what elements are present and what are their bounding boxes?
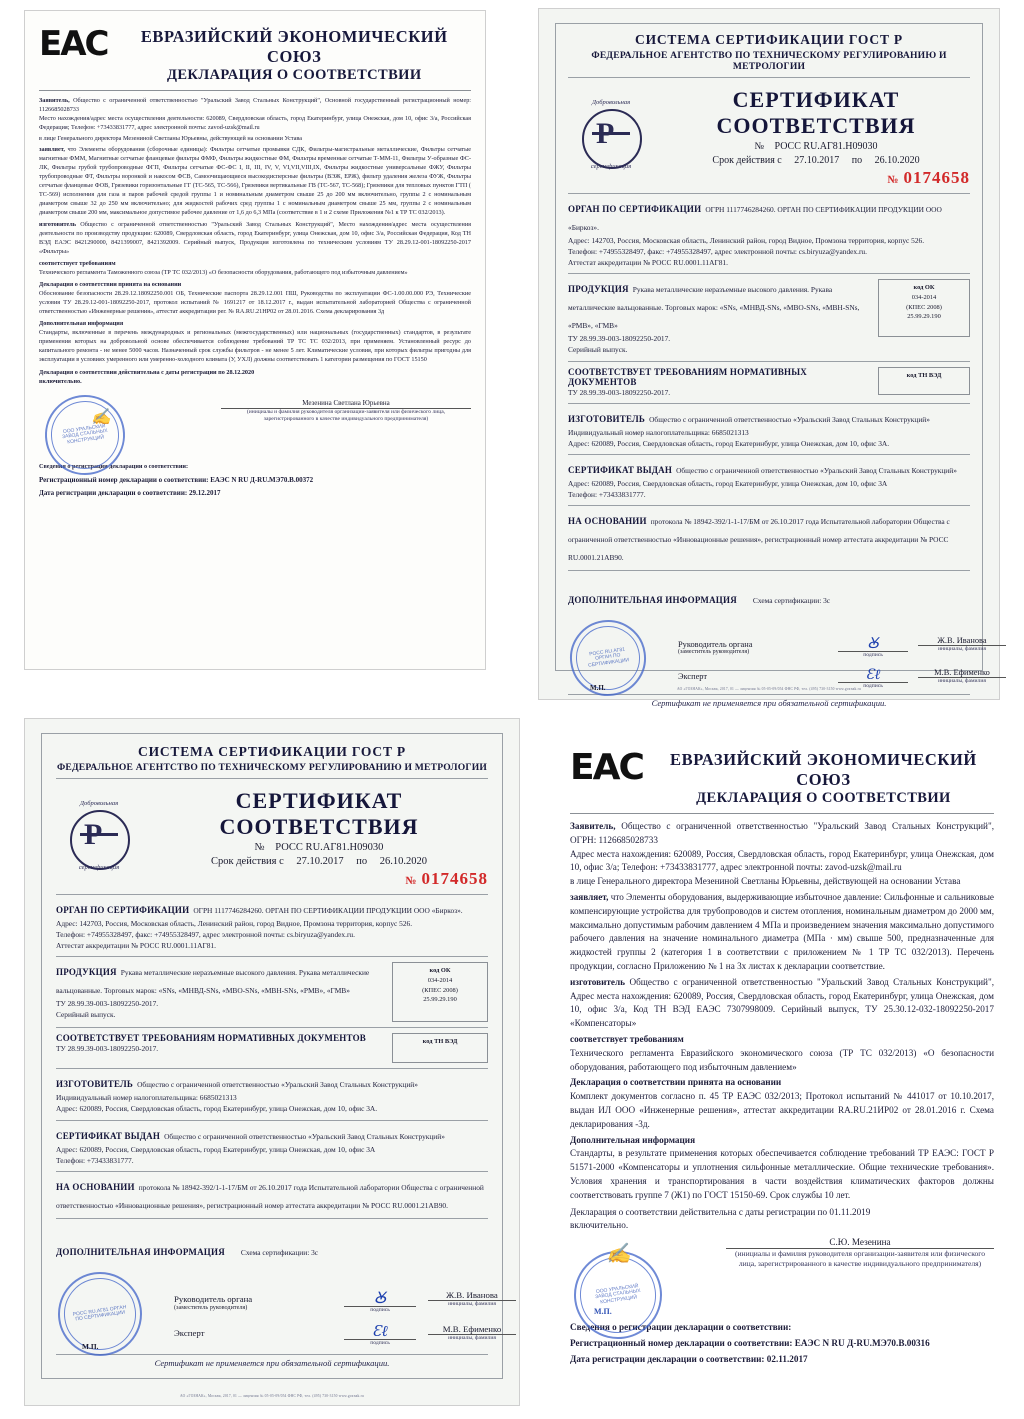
- doc3-norm-text: ТУ 28.99.39-003-18092250-2017.: [56, 1044, 159, 1054]
- doc1-signer: [221, 399, 471, 424]
- doc3-additional-block: [56, 1242, 488, 1260]
- doc3-valid-to: 26.10.2020: [379, 856, 428, 867]
- doc4-header: [570, 747, 994, 807]
- doc2-person1: Ж.В. Иванова инициалы, фамилия: [918, 636, 1006, 653]
- doc3-mp-label: М.П.: [82, 1341, 99, 1351]
- doc4-content: [570, 747, 995, 1388]
- doc2-additional-text: Схема сертификации: 3с: [752, 596, 831, 606]
- doc2-norm-text: ТУ 28.99.39-003-18092250-2017.: [568, 387, 671, 397]
- doc4-regdate: [570, 1353, 994, 1367]
- doc3-norm-label: СООТВЕТСТВУЕТ ТРЕБОВАНИЯМ НОРМАТИВНЫХ ДОКУМЕНТОВ: [56, 1033, 366, 1044]
- doc4-conform-label: соответствует требованиям: [570, 1033, 684, 1044]
- doc3-product-tu: ТУ 28.99.39-003-18092250-2017.: [56, 999, 159, 1009]
- doc2-number-value: РОСС RU.АГ81.Н09030: [774, 141, 878, 152]
- doc1-content: [39, 24, 472, 659]
- doc4-applicant-label: Заявитель,: [570, 821, 616, 831]
- doc2-valid-to-label: по: [851, 155, 863, 166]
- doc1-validity-date: 28.12.2020: [226, 368, 255, 376]
- doc1-regdate-label: Дата регистрации декларации о соответствии:: [39, 488, 188, 497]
- doc2-footer: Сертификат не применяется при обязательной сертификации.: [568, 694, 970, 708]
- doc3-manufacturer-addr: Адрес: 620089, Россия, Свердловская область, город Екатеринбург, улица Онежская, дом 10, офис 3А.: [56, 1104, 378, 1114]
- doc2-manufacturer-label: ИЗГОТОВИТЕЛЬ: [568, 413, 646, 424]
- doc3-head1: СИСТЕМА СЕРТИФИКАЦИИ ГОСТ Р: [138, 744, 406, 759]
- doc2-product-label: ПРОДУКЦИЯ: [568, 284, 629, 295]
- doc1-manufacturer-label: изготовитель: [39, 220, 77, 228]
- doc3-blank-label: №: [405, 875, 418, 887]
- doc3-person1: Ж.В. Иванова инициалы, фамилия: [428, 1290, 516, 1308]
- doc4-declares-label: заявляет,: [570, 891, 609, 902]
- doc3-basis-text: протокола № 18942-392/1-1-17/БМ от 26.10.2017 года Испытательной лаборатории Общества с ограниченной ответственностью «Инновационные решения», регистрационный номер аттестата аккредитации № РОСС RU.0001.21АВ90.: [56, 1182, 484, 1210]
- doc4-declares-text: что Элементы оборудования, выдерживающие избыточное давление: Сильфонные и сальниковые компенсирующие устройства для трубопроводов и систем отопления, номинальным диаметром до 2000 мм, максимально допустимым рабочим давлением 4 МПа и произведением значения максимально допустимого рабочего давления на значение номинального диаметра (МПа · мм) свыше 500, предназначенные для жидкостей группы 2 (категория 1 в соответствии с приложением № 1 ТР ТС 032/2013). Перечень продукции, согласно Приложению № 1 на 3х листах к декларации соответствие.: [570, 891, 994, 971]
- doc3-ok-code-box: код ОК 034-2014 (КПЕС 2008) 25.99.29.190: [392, 962, 488, 1022]
- doc1-title-line2: ДЕКЛАРАЦИЯ О СООТВЕТСТВИИ: [166, 67, 422, 83]
- company-stamp: ООО УРАЛЬСКИЙ ЗАВОД СТАЛЬНЫХ КОНСТРУКЦИЙ: [568, 1245, 667, 1344]
- doc4-validity-label: Декларация о соответствии действительна с даты регистрации по: [570, 1206, 828, 1217]
- doc2-role1: Руководитель органа (заместитель руководителя): [678, 640, 753, 656]
- doc2-product-serial: Серийный выпуск.: [568, 345, 628, 355]
- doc4-manufacturer-text: Общество с ограниченной ответственностью "Уральский Завод Стальных Конструкций", Адрес места нахождения: 620089, Россия, Свердловская область, город Екатеринбург, улица Онежская, дом 10, офис 3/а, Код ТН ВЭД ЕАЭС 7307998009. Серийный выпуск, ТУ 25.30.12-032-18092250-2017 «Компенсаторы»: [570, 976, 994, 1029]
- doc4-validity-tail: включительно.: [570, 1220, 629, 1231]
- doc3-manufacturer-label: ИЗГОТОВИТЕЛЬ: [56, 1079, 134, 1090]
- doc3-role2: Эксперт: [174, 1327, 205, 1338]
- doc3-sig2: Ɛℓ подпись: [344, 1324, 416, 1347]
- doc4-signature-area: [570, 1237, 994, 1321]
- doc2-person2: М.В. Ефименко инициалы, фамилия: [918, 668, 1006, 685]
- doc2-issued-label: СЕРТИФИКАТ ВЫДАН: [568, 464, 673, 475]
- doc1-declares-label: заявляет,: [39, 145, 65, 153]
- doc4-person: в лице Генерального директора Мезениной Светланы Юрьевны, действующей на основании Устава: [570, 876, 961, 887]
- doc2-valid-label: Срок действия с: [712, 155, 782, 166]
- doc1-basis-text: Обоснование безопасности 28.29.12.18092250.001 ОБ, Технические паспорта 28.29.12.001 ПШ, Руководства по эксплуатации ФС-1.00.00.000 РЭ, Технические условия ТУ 28.29.12-001-18092250-2017, протокол испытаний № 1691217 от 18.12.2017 г., выдан испытательной лабораторией Общества с ограниченной ответственностью «Инженерные решения», аттестат аккредитации рег. № RA.RU.21НР02 от 28.01.2016. Схема декларирования 3д: [39, 289, 471, 315]
- doc2-issued-phone: Телефон: +73433831777.: [568, 489, 646, 499]
- doc4-signer-caption: (инициалы и фамилия руководителя организации-заявителя или физического лица, зарегистрированного в качестве индивидуального предпринимателя): [734, 1249, 986, 1269]
- document-gost-certificate-bottom: [24, 718, 520, 1406]
- doc1-titles: [118, 27, 472, 84]
- doc1-regnumber-label: Регистрационный номер декларации о соответствии:: [39, 475, 209, 484]
- doc2-tnved-box: код ТН ВЭД: [878, 367, 970, 395]
- doc3-organ-label: ОРГАН ПО СЕРТИФИКАЦИИ: [56, 905, 190, 915]
- doc2-organ-addr: Адрес: 142703, Россия, Московская область, Ленинский район, город Видное, Промзона территория, корпус 526.: [568, 236, 925, 245]
- doc2-ok-code-box: код ОК 034-2014 (КПЕС 2008) 25.99.29.190: [878, 279, 970, 337]
- doc3-issued-phone: Телефон: +73433831777.: [56, 1155, 134, 1165]
- doc2-manufacturer-block: [568, 409, 970, 449]
- doc3-issued-block: [56, 1126, 488, 1166]
- doc2-number-label: №: [754, 141, 765, 152]
- doc2-issued-addr: Адрес: 620089, Россия, Свердловская область, город Екатеринбург, улица Онежская, дом 10, офис 3А: [568, 478, 888, 488]
- doc1-declares-text: что Элементы оборудования (сборочные единицы): Фильтры сетчатые промывки СДК, Фильтры-магистральные металлические, Фильтры сетчатые магнитные ФММ, Магнитные сетчатые фланцевые фильтры ФМФ, Фильтры жидкостные ФМ, Фильтры временные сетчатые Т-ММ-11, Фильтры У-образные ФС-ЛК, Фильтры грубой трубопроводные ФГП, Фильтры сетчатые ФС-ФС I, II, III, IV, V, VI,VII,VIII,IX, Фильтры жидкостные универсальные ФЖУ, Фильтры трубопроводные ФТ, Фильтры воронкой и накосом ФСВ, Самоочищающиеся высокодисперсные фильтры (ВЭЖ, ЕРЖ), фильтр удаления железа ФУЖ, Фильтры сетчатые фланцевые ФОВ, Грязевики горизонтальные ГГ (ТС-565, ТС-566), Грязевики вертикальные ГВ (ТС-567, ТС-568); Грязевики для тепловых пунктов ГТП ( ТС-569) исполнения для газа и паров рабочей средой группы 1 и номинальным диаметром свыше 25 до 200 мм включительно, группы 2 с номинальным диаметром свыше 32 до 250 мм включительно; для жидкостей рабочих сред группы 1 с номинальным диаметром свыше 25 мм, группы 2 с номинальным диаметром свыше 200 мм, максимальное допустимое рабочее давление от 1,6 до 6,3 МПа (соответствие в 1 и 2 схеме Приложения №1 к ТР ТС 032/2013).: [39, 145, 472, 216]
- doc3-round-stamp: РОСС RU.АГ81 ОРГАН ПО СЕРТИФИКАЦИИ: [53, 1266, 148, 1361]
- doc3-number-label: №: [254, 842, 265, 853]
- document-gost-certificate-top: [538, 8, 1000, 709]
- doc3-title-row: [56, 784, 488, 889]
- doc2-validity-row: [662, 155, 970, 166]
- doc3-person2: М.В. Ефименко инициалы, фамилия: [428, 1324, 516, 1342]
- doc2-title: СЕРТИФИКАТ СООТВЕТСТВИЯ: [716, 87, 916, 138]
- doc4-signer-name: С.Ю. Мезенина: [829, 1237, 891, 1248]
- doc3-organ-phone: Телефон: +74955328497, факс: +74955328497, адрес электронной почты: cs.biryuza@yandex.ru.: [56, 930, 355, 940]
- doc4-title-line2: ДЕКЛАРАЦИЯ О СООТВЕТСТВИИ: [696, 790, 951, 806]
- doc3-organ-block: [56, 900, 488, 951]
- doc4-validity-date: 01.11.2019: [829, 1206, 871, 1217]
- doc2-issued-block: [568, 460, 970, 500]
- doc3-basis-label: НА ОСНОВАНИИ: [56, 1181, 135, 1192]
- doc2-manufacturer-text: Общество с ограниченной ответственностью «Уральский Завод Стальных Конструкций»: [649, 414, 930, 424]
- doc2-issued-text: Общество с ограниченной ответственностью «Уральский Завод Стальных Конструкций»: [676, 465, 957, 475]
- doc3-issued-label: СЕРТИФИКАТ ВЫДАН: [56, 1130, 161, 1141]
- doc1-additional-label: Дополнительная информация: [39, 319, 124, 327]
- doc2-basis-text: протокола № 18942-392/1-1-17/БМ от 26.10.2017 года Испытательной лаборатории Общества с ограниченной ответственностью «Инновационные решения», регистрационный номер аттестата аккредитации № РОСС RU.0001.21АВ90.: [568, 517, 950, 563]
- handwritten-signature: ✍: [91, 406, 111, 426]
- doc2-signature-area: [568, 616, 990, 694]
- doc1-conform-text: Технического регламента Таможенного союза (ТР ТС 032/2013) «О безопасности оборудования, работающего под избыточным давлением»: [39, 268, 408, 276]
- doc2-round-stamp: РОСС RU.АГ81 ОРГАН ПО СЕРТИФИКАЦИИ: [565, 615, 651, 701]
- doc4-title-line1: ЕВРАЗИЙСКИЙ ЭКОНОМИЧЕСКИЙ СОЮЗ: [670, 750, 977, 789]
- doc3-product-serial: Серийный выпуск.: [56, 1010, 116, 1020]
- doc2-product-text: Рукава металлические неразъемные высокого давления. Рукава металлические вальцованные. Торговых марок: «SNs, «МНВД-SNs, «MBO-SNs, «МВН-SNs, «РМВ», «ГМВ»: [568, 285, 860, 331]
- doc4-manufacturer-label: изготовитель: [570, 976, 626, 987]
- doc3-head2: ФЕДЕРАЛЬНОЕ АГЕНТСТВО ПО ТЕХНИЧЕСКОМУ РЕГУЛИРОВАНИЮ И МЕТРОЛОГИИ: [56, 762, 488, 773]
- doc3-manufacturer-text: Общество с ограниченной ответственностью «Уральский Завод Стальных Конструкций»: [137, 1080, 418, 1090]
- doc4-manufacturer-block: [570, 976, 994, 1031]
- doc1-divider: [39, 90, 471, 91]
- doc3-organ-addr: Адрес: 142703, Россия, Московская область, Ленинский район, город Видное, Промзона территория, корпус 526.: [56, 919, 413, 928]
- doc4-declares-block: [570, 891, 994, 974]
- doc1-regdate-value: 29.12.2017: [188, 488, 221, 497]
- doc1-applicant-block: [39, 97, 471, 115]
- doc1-manufacturer-block: [39, 221, 471, 257]
- doc4-regdate-value: 02.11.2017: [766, 1353, 808, 1364]
- doc2-manufacturer-addr: Адрес: 620089, Россия, Свердловская область, город Екатеринбург, улица Онежская, дом 10, офис 3А.: [568, 438, 890, 448]
- doc4-divider: [570, 813, 994, 814]
- doc2-organ-label: ОРГАН ПО СЕРТИФИКАЦИИ: [568, 204, 702, 214]
- rostest-emblem-icon: Добровольная сертификация: [568, 99, 654, 173]
- doc4-conform-text: Технического регламента Евразийского экономического союза (ТР ТС 032/2013) «О безопасности оборудования, работающего под избыточным давлением»: [570, 1047, 994, 1072]
- doc3-title: СЕРТИФИКАТ СООТВЕТСТВИЯ: [219, 788, 419, 839]
- doc2-title-row: [568, 83, 970, 188]
- doc1-additional-text: Стандарты, включенные в перечень международных и региональных (межгосударственных) или национальных (государственных) стандартов, в результате применения которых на добровольной основе обеспечивается соблюдение требований ТР ТС ТС 032/2013, при применяем. Установленный ресурс до капитального ремонта - не менее 5000 часов. Назначенный срок службы фильтров - не менее 5 лет. Климатические условия, при которых фильтры пригодны для эксплуатации в условиях умеренного или умеренно-холодного климата (У, УХЛ) должны соответствовать 1 категории размещения по ГОСТ 15150: [39, 328, 471, 363]
- doc3-issued-text: Общество с ограниченной ответственностью «Уральский Завод Стальных Конструкций»: [164, 1131, 445, 1141]
- doc3-blank-value: 0174658: [421, 869, 488, 888]
- company-stamp: ООО УРАЛЬСКИЙ ЗАВОД СТАЛЬНЫХ КОНСТРУКЦИЙ: [40, 389, 130, 479]
- doc2-organ-attest: Аттестат аккредитации № РОСС RU.0001.11АГ81.: [568, 258, 728, 268]
- doc2-organ-phone: Телефон: +74955328497, факс: +74955328497, адрес электронной почты: cs.biryuza@yandex.ru.: [568, 247, 867, 257]
- doc3-footer: Сертификат не применяется при обязательной сертификации.: [56, 1354, 488, 1368]
- doc2-norm-block: [568, 367, 970, 398]
- doc2-blank-number: [662, 168, 970, 188]
- doc1-person: в лице Генерального директора Мезениной Светланы Юрьевны, действующей на основании Устава: [39, 134, 302, 142]
- doc1-header: [39, 24, 471, 84]
- doc2-microtext: АО «ГОЗНАК», Москва, 2017, 01 — лицензия № 05-05-09/054 ФНС РФ, тел. (495) 730-3150 www.goznak.ru: [677, 687, 861, 691]
- document-eac-declaration-filters: [24, 10, 486, 670]
- doc2-blank-value: 0174658: [903, 168, 970, 187]
- doc1-manufacturer-text: Общество с ограниченной ответственностью "Уральский Завод Стальных Конструкций", Место нахождения/адрес места осуществления деятельности по производству продукции: 620089, Свердловская область, город Екатеринбург, улица Онежская, дом 10, офис 3/а, Российская Федерация, Код ТН ВЭД ЕАЭС 8421290000, 8421399007, 8421392009. Серийный выпуск, Продукция изготовлена по техническим условиям ТУ 28.29.12-001-18092250-2017 «Фильтры»: [39, 220, 471, 255]
- doc1-declares-block: [39, 146, 471, 218]
- doc4-regnumber-label: Регистрационный номер декларации о соответствии:: [570, 1337, 793, 1348]
- doc1-applicant-text: Общество с ограниченной ответственностью "Уральский Завод Стальных Конструкций", Основной государственный регистрационный номер: 1126685028733: [39, 97, 472, 113]
- doc2-valid-from: 27.10.2017: [794, 155, 840, 166]
- doc1-signature-area: [39, 399, 471, 461]
- doc4-address: Адрес места нахождения: 620089, Россия, Свердловская область, город Екатеринбург, улица Онежская, дом 10, офис 3/а; Телефон: +73433831777, адрес электронной почты: zavod-uzsk@mail.ru: [570, 848, 994, 873]
- doc3-valid-from: 27.10.2017: [296, 856, 344, 867]
- doc3-basis-block: [56, 1177, 488, 1213]
- doc2-additional-block: [568, 590, 970, 608]
- doc2-basis-block: [568, 511, 970, 565]
- doc3-blank-number: [150, 869, 488, 889]
- doc4-signer: [726, 1237, 994, 1270]
- doc4-regnumber-value: ЕАЭС N RU Д-RU.МЭ70.В.00316: [794, 1337, 930, 1348]
- doc2-head1: СИСТЕМА СЕРТИФИКАЦИИ ГОСТ Р: [635, 32, 903, 47]
- doc1-signer-caption: (инициалы и фамилия руководителя организации-заявителя или физического лица, зарегистрированного в качестве индивидуального предпринимателя): [246, 408, 446, 422]
- doc4-titles: [653, 750, 994, 807]
- doc2-additional-label: ДОПОЛНИТЕЛЬНАЯ ИНФОРМАЦИЯ: [568, 595, 737, 606]
- doc1-applicant-label: Заявитель,: [39, 97, 70, 104]
- doc4-additional-text: Стандарты, в результате применения которых обеспечивается соблюдение требований ТР ЕАЭС: ГОСТ Р 51571-2000 «Компенсаторы и уплотнения сильфонные металлические. Общие технические требования». Условия хранения и транспортирования в части воздействия климатических факторов должны соответствовать группе 7 (Ж1) по ГОСТ 15150-69. Срок службы 10 лет.: [570, 1148, 994, 1200]
- doc2-organ-block: [568, 199, 970, 268]
- doc2-product-tu: ТУ 28.99.39-003-18092250-2017.: [568, 334, 671, 344]
- doc3-number-value: РОСС RU.АГ81.Н09030: [275, 842, 384, 853]
- doc4-basis-label: Декларация о соответствии принята на основании: [570, 1077, 782, 1088]
- doc1-regnumber: [39, 475, 471, 485]
- doc1-address: Место нахождения/адрес места осуществления деятельности: 620089, Свердловская область, город Екатеринбург, улица Онежская, дом 10, офис 3/а, Российская Федерация; Телефон: +73433831777, адрес электронной почты: zavod-uzsk@mail.ru: [39, 114, 471, 131]
- doc3-additional-text: Схема сертификации: 3с: [240, 1247, 319, 1257]
- doc2-valid-to: 26.10.2020: [874, 155, 920, 166]
- doc2-number-row: [662, 141, 970, 152]
- doc3-product-text: Рукава металлические неразъемные высокого давления. Рукава металлические вальцованные. Торговых марок: «SNs, «МНВД-SNs, «MBO-SNs, «МВН-SNs, «РМВ», «ГМВ»: [56, 968, 370, 996]
- doc4-regdate-label: Дата регистрации декларации о соответствии:: [570, 1353, 765, 1364]
- doc4-info-label: Сведения о регистрации декларации о соответствии:: [570, 1322, 792, 1333]
- doc3-sig1: Ꙋ подпись: [344, 1290, 416, 1314]
- doc3-manufacturer-inn: Индивидуальный номер налогоплательщика: 6685021313: [56, 1093, 237, 1103]
- doc4-applicant-block: [570, 820, 994, 848]
- doc3-product-block: [56, 962, 488, 1022]
- doc4-mp-label: М.П.: [594, 1307, 612, 1317]
- doc3-valid-label: Срок действия с: [210, 856, 284, 867]
- doc2-blank-label: №: [887, 174, 900, 186]
- doc3-organ-attest: Аттестат аккредитации № РОСС RU.0001.11АГ81.: [56, 941, 216, 951]
- doc1-title-line1: ЕВРАЗИЙСКИЙ ЭКОНОМИЧЕСКИЙ СОЮЗ: [140, 27, 448, 66]
- doc4-basis-text: Комплект документов согласно п. 45 ТР ЕАЭС 032/2013; Протокол испытаний № 441017 от 10.10.2017, выдан ИЛ ООО «Инженерные решения», аттестат аккредитации RA.RU.21ИР02 от 28.01.2016 г. Схема декларирования -3д.: [570, 1091, 994, 1129]
- doc3-signature-area: [56, 1268, 502, 1354]
- doc4-regnumber: [570, 1337, 994, 1351]
- doc2-sig2: Ɛℓ подпись: [838, 668, 908, 690]
- doc1-regdate: [39, 488, 471, 498]
- doc3-product-label: ПРОДУКЦИЯ: [56, 967, 117, 978]
- doc2-product-block: [568, 279, 970, 355]
- doc2-manufacturer-inn: Индивидуальный номер налогоплательщика: 6685021313: [568, 427, 749, 437]
- doc1-info-label: Сведения о регистрации декларации о соответствии:: [39, 462, 189, 470]
- doc3-content: [41, 733, 503, 1379]
- doc1-validity-tail: включительно.: [39, 377, 82, 385]
- doc3-validity-row: [150, 856, 488, 867]
- doc2-role2: Эксперт: [678, 672, 708, 682]
- doc3-organ-ogrn: ОГРН 1117746284260. ОРГАН ПО СЕРТИФИКАЦИИ ПРОДУКЦИИ ООО «Биркоз».: [193, 906, 463, 915]
- doc3-microtext: АО «ГОЗНАК», Москва, 2017, 01 — лицензия № 05-05-09/054 ФНС РФ, тел. (495) 730-3150 www.goznak.ru: [180, 1394, 364, 1398]
- doc3-additional-label: ДОПОЛНИТЕЛЬНАЯ ИНФОРМАЦИЯ: [56, 1246, 225, 1257]
- doc1-basis-label: Декларация о соответствии принята на основании: [39, 280, 182, 288]
- doc3-valid-to-label: по: [356, 856, 368, 867]
- doc2-sig1: Ꙋ подпись: [838, 636, 908, 659]
- doc1-conform-label: соответствует требованиям: [39, 259, 116, 267]
- doc1-signer-name: Мезенина Светлана Юрьевна: [302, 398, 390, 407]
- eac-mark-icon: EAC: [39, 24, 108, 64]
- rostest-emblem-icon: Добровольная сертификация: [56, 800, 142, 874]
- doc3-number-row: [150, 842, 488, 853]
- doc4-applicant-text: Общество с ограниченной ответственностью "Уральский Завод Стальных Конструкций", ОГРН: 1126685028733: [570, 821, 995, 845]
- doc1-regnumber-value: ЕАЭС N RU Д-RU.МЭ70.В.00372: [210, 475, 314, 484]
- doc2-basis-label: НА ОСНОВАНИИ: [568, 516, 647, 527]
- doc2-mp-label: М.П.: [590, 684, 606, 693]
- doc3-issued-addr: Адрес: 620089, Россия, Свердловская область, город Екатеринбург, улица Онежская, дом 10, офис 3А: [56, 1144, 376, 1154]
- doc1-validity: [39, 369, 471, 378]
- eac-mark-icon: EAC: [570, 747, 643, 788]
- doc2-organ-ogrn: ОГРН 1117746284260. ОРГАН ПО СЕРТИФИКАЦИИ ПРОДУКЦИИ ООО «Биркоз».: [568, 205, 942, 232]
- doc4-additional-label: Дополнительная информация: [570, 1134, 696, 1145]
- handwritten-signature: ✍: [606, 1241, 631, 1266]
- doc2-norm-label: СООТВЕТСТВУЕТ ТРЕБОВАНИЯМ НОРМАТИВНЫХ ДОКУМЕНТОВ: [568, 366, 807, 387]
- doc3-role1: Руководитель органа (заместитель руководителя): [174, 1293, 253, 1311]
- doc3-tnved-box: код ТН ВЭД: [392, 1033, 488, 1063]
- doc1-validity-label: Декларация о соответствии действительна с даты регистрации по: [39, 368, 225, 376]
- doc3-norm-block: [56, 1033, 488, 1063]
- document-eac-declaration-compensators: [556, 736, 1004, 1396]
- doc2-head2: ФЕДЕРАЛЬНОЕ АГЕНТСТВО ПО ТЕХНИЧЕСКОМУ РЕГУЛИРОВАНИЮ И МЕТРОЛОГИИ: [591, 50, 947, 72]
- doc3-manufacturer-block: [56, 1074, 488, 1114]
- doc4-validity: [570, 1206, 994, 1220]
